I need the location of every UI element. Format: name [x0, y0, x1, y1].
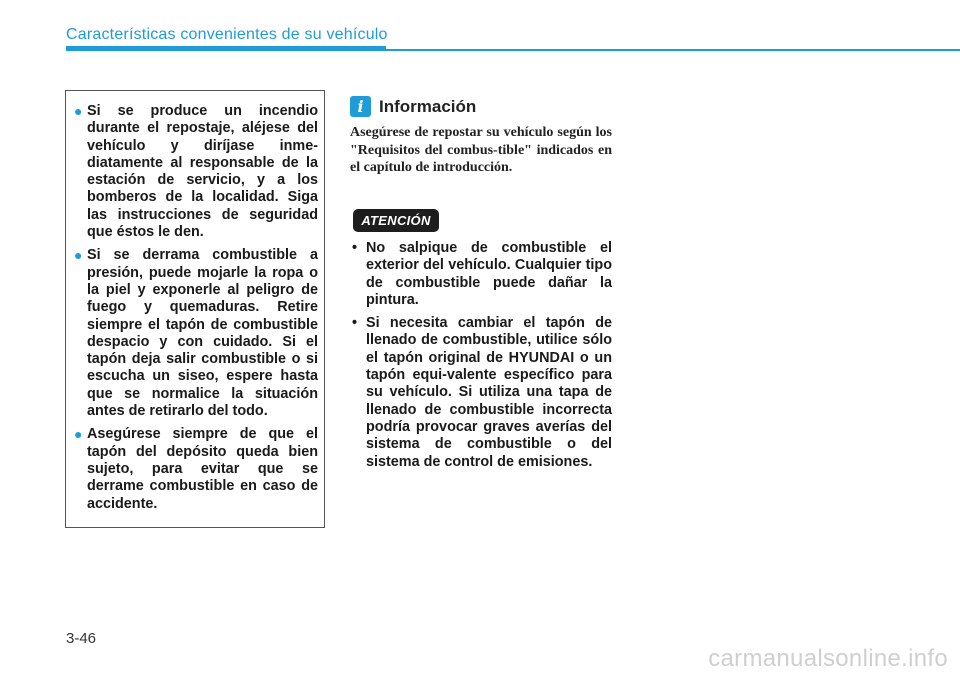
- info-heading: [350, 96, 476, 117]
- bullet-icon: •: [352, 240, 358, 256]
- page-number: 3-46: [66, 630, 97, 647]
- warning-item-text: Si se produce un incendio durante el repostaje, aléjese del vehículo y diríjase inme-diatamente al responsable de la estación de servicio, y a los bomberos de la localidad. Siga las instrucciones de seguridad que éstos le den.: [87, 103, 318, 241]
- warning-box: [65, 90, 325, 528]
- caution-item-text: No salpique de combustible el exterior del vehículo. Cualquier tipo de combustible puede dañar la pintura.: [366, 240, 612, 308]
- bullet-icon: ●: [74, 103, 83, 119]
- info-title: Información: [379, 96, 477, 116]
- warning-item: [66, 426, 318, 512]
- caution-list: [352, 240, 612, 477]
- watermark: carmanualsonline.info: [708, 645, 948, 672]
- section-title: Características convenientes de su vehículo: [66, 26, 388, 43]
- caution-item: [352, 240, 612, 309]
- warning-item-text: Si se derrama combustible a presión, puede mojarle la ropa o la piel y exponerle al peligro de fuego y quemaduras. Retire siempre el tapón de combustible despacio y con cuidado. Si el tapón deja salir combustible o si escucha un siseo, espere hasta que se normalice la situación antes de retirarlo del todo.: [87, 247, 318, 420]
- warning-item: [66, 103, 318, 241]
- caution-item: [352, 315, 612, 471]
- bullet-icon: •: [352, 315, 358, 332]
- caution-item-text: Si necesita cambiar el tapón de llenado de combustible, utilice sólo el tapón original de HYUNDAI o un tapón equi-valente específico para su vehículo. Si utiliza una tapa de llenado de combustible incorrecta podría provocar graves averías del sistema de combustible o del sistema de control de emisiones.: [366, 315, 612, 470]
- warning-list: [66, 91, 324, 513]
- header-divider: [66, 49, 960, 51]
- info-icon: i: [350, 96, 371, 117]
- warning-item-text: Asegúrese siempre de que el tapón del depósito queda bien sujeto, para evitar que se derrame combustible en caso de accidente.: [87, 426, 318, 512]
- bullet-icon: ●: [74, 426, 83, 443]
- caution-badge: ATENCIÓN: [353, 209, 439, 232]
- info-body: Asegúrese de repostar su vehículo según los "Requisitos del combus-tible" indicados en el capítulo de introducción.: [350, 125, 612, 175]
- bullet-icon: ●: [74, 247, 83, 264]
- warning-item: [66, 247, 318, 420]
